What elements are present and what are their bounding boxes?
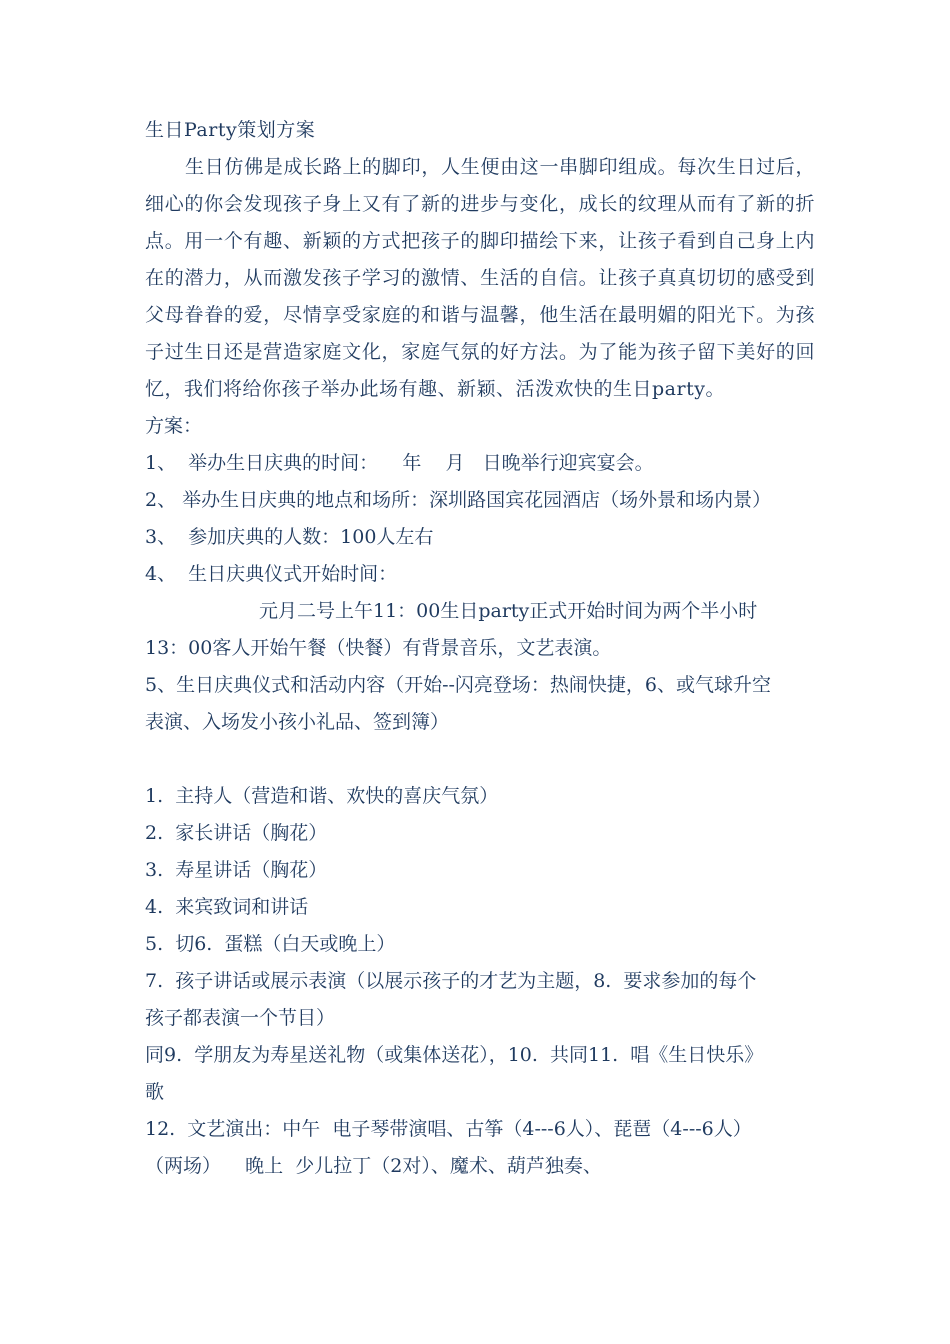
- program-item: 歌: [145, 1081, 165, 1103]
- plan-item: 4、 生日庆典仪式开始时间：: [145, 563, 398, 585]
- blank-line: [145, 741, 815, 778]
- program-item: 7. 孩子讲话或展示表演（以展示孩子的才艺为主题，8. 要求参加的每个: [145, 970, 757, 992]
- document-title: 生日Party策划方案: [145, 119, 316, 141]
- lunch-time-line: 13：00客人开始午餐（快餐）有背景音乐，文艺表演。: [145, 637, 612, 659]
- item5-line: 5、生日庆典仪式和活动内容（开始--闪亮登场：热闹快捷，6、或气球升空: [145, 674, 772, 696]
- item5-line: 表演、入场发小孩小礼品、签到簿）: [145, 711, 450, 733]
- program-item: 同9. 学朋友为寿星送礼物（或集体送花），10. 共同11. 唱《生日快乐》: [145, 1044, 764, 1066]
- start-time-line: 元月二号上午11：00生日party正式开始时间为两个半小时: [259, 600, 758, 622]
- intro-paragraph: 生日仿佛是成长路上的脚印，人生便由这一串脚印组成。每次生日过后，细心的你会发现孩子身上又有了新的进步与变化，成长的纹理从而有了新的折点。用一个有趣、新颖的方式把孩子的脚印描绘下来，让孩子看到自己身上内在的潜力，从而激发孩子学习的激情、生活的自信。让孩子真真切切的感受到父母眷眷的爱，尽情享受家庭的和谐与温馨，他生活在最明媚的阳光下。为孩子过生日还是营造家庭文化，家庭气氛的好方法。为了能为孩子留下美好的回忆，我们将给你孩子举办此场有趣、新颖、活泼欢快的生日party。: [145, 156, 815, 400]
- program-item: 1. 主持人（营造和谐、欢快的喜庆气氛）: [145, 785, 499, 807]
- plan-item: 3、 参加庆典的人数：100人左右: [145, 526, 434, 548]
- program-item: 孩子都表演一个节目）: [145, 1007, 336, 1029]
- program-item: 5. 切6. 蛋糕（白天或晚上）: [145, 933, 396, 955]
- program-item: 4. 来宾致词和讲话: [145, 896, 309, 918]
- program-item: 12. 文艺演出：中午 电子琴带演唱、古筝（4---6人）、琵琶（4---6人）: [145, 1118, 752, 1140]
- plan-label: 方案：: [145, 415, 203, 437]
- program-item: 2. 家长讲话（胸花）: [145, 822, 328, 844]
- program-item: （两场） 晚上 少儿拉丁（2对）、魔术、葫芦独奏、: [145, 1155, 602, 1177]
- plan-item: 2、 举办生日庆典的地点和场所：深圳路国宾花园酒店（场外景和场内景）: [145, 489, 772, 511]
- document-body: [145, 112, 815, 1185]
- plan-item: 1、 举办生日庆典的时间： 年 月 日晚举行迎宾宴会。: [145, 452, 654, 474]
- program-item: 3. 寿星讲话（胸花）: [145, 859, 328, 881]
